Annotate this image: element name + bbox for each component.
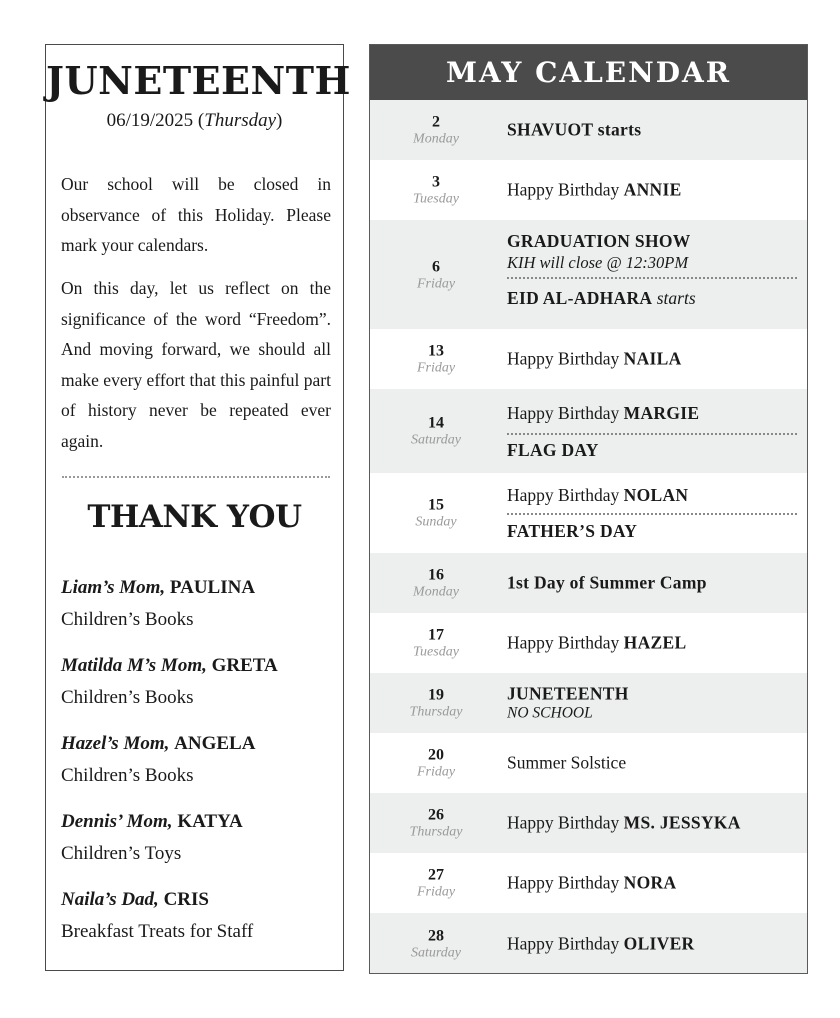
event-text	[507, 231, 691, 252]
calendar-panel	[369, 44, 808, 974]
date-number: 19	[428, 686, 444, 704]
juneteenth-panel	[45, 44, 351, 971]
event-bold: 1st Day of Summer Camp	[507, 572, 707, 593]
donor-item	[61, 653, 336, 712]
calendar-row	[370, 329, 807, 389]
calendar-row	[370, 473, 807, 553]
event-bold: SHAVUOT starts	[507, 119, 642, 140]
event-text	[507, 288, 696, 309]
event-bold: GRADUATION SHOW	[507, 231, 691, 251]
juneteenth-weekday: Thursday	[204, 110, 277, 131]
date-number: 17	[428, 626, 444, 644]
date-number: 2	[432, 113, 440, 131]
event-bold: HAZEL	[623, 632, 687, 653]
donor-name: ANGELA	[174, 733, 256, 754]
event-prefix: Happy Birthday	[507, 348, 624, 369]
event-bold: NORA	[623, 872, 677, 893]
event-bold: FATHER’S DAY	[507, 521, 638, 541]
weekday: Saturday	[410, 945, 462, 961]
event-divider	[507, 277, 797, 279]
weekday: Saturday	[410, 432, 462, 448]
date-number: 27	[428, 866, 444, 884]
event-bold: ANNIE	[623, 179, 682, 200]
calendar-title: MAY CALENDAR	[370, 45, 807, 100]
calendar-row	[370, 100, 807, 160]
date-number: 14	[428, 414, 444, 432]
closure-notice: Our school will be closed in observance of this Holiday. Please mark your calendars.	[61, 174, 331, 255]
event-prefix: Happy Birthday	[507, 933, 624, 954]
event-prefix: Happy Birthday	[507, 632, 624, 653]
weekday: Friday	[416, 764, 456, 780]
event-bold: EID AL-ADHARA	[507, 288, 653, 308]
calendar-row	[370, 733, 807, 793]
donor-relation: Hazel’s Mom,	[61, 733, 170, 754]
date-number: 13	[428, 342, 444, 360]
donor-item	[61, 731, 336, 790]
event-bold: NOLAN	[623, 485, 689, 505]
weekday: Friday	[416, 276, 456, 291]
calendar-row	[370, 220, 807, 329]
event-text	[507, 573, 797, 594]
weekday: Monday	[413, 584, 459, 600]
calendar-row	[370, 553, 807, 613]
event-bold: FLAG DAY	[507, 440, 599, 460]
weekday: Tuesday	[413, 644, 459, 660]
donor-relation: Naila’s Dad,	[61, 889, 159, 910]
weekday: Friday	[416, 884, 456, 900]
donor-relation: Matilda M’s Mom,	[61, 655, 207, 676]
event-text	[507, 440, 599, 461]
calendar-row	[370, 160, 807, 220]
event-text	[507, 485, 688, 506]
event-divider	[507, 513, 797, 515]
date-number: 16	[428, 566, 444, 584]
date-number: 28	[428, 927, 444, 945]
donor-relation: Liam’s Mom,	[61, 577, 166, 598]
donor-name: KATYA	[177, 811, 243, 832]
calendar-row	[370, 913, 807, 974]
donor-item	[61, 809, 336, 868]
weekday: Thursday	[409, 824, 463, 840]
event-text	[507, 521, 637, 542]
event-prefix: Happy Birthday	[507, 485, 624, 505]
event-divider	[507, 433, 797, 435]
event-text	[507, 813, 797, 834]
event-note: KIH will close @ 12:30PM	[507, 253, 689, 272]
event-bold: OLIVER	[623, 933, 695, 954]
event-bold: JUNETEENTH	[507, 683, 629, 704]
event-italic: starts	[652, 288, 696, 308]
donor-gift: Children’s Toys	[61, 843, 182, 864]
event-text	[507, 934, 797, 955]
calendar-row	[370, 613, 807, 673]
event-text	[507, 873, 797, 894]
reflection-paragraph: On this day, let us reflect on the significance of the word “Freedom”. And moving forward, we should all make every effort that this painful part of history never be repeated ever again.	[61, 278, 331, 451]
event-text	[507, 120, 797, 141]
donor-gift: Breakfast Treats for Staff	[61, 921, 254, 942]
donor-name: PAULINA	[169, 577, 256, 598]
calendar-row	[370, 793, 807, 853]
date-number: 3	[432, 173, 440, 191]
donor-gift: Children’s Books	[61, 765, 194, 786]
event-text: Summer Solstice	[507, 752, 627, 773]
juneteenth-date-value: 06/19/2025 (	[106, 110, 205, 131]
calendar-row	[370, 673, 807, 733]
donor-gift: Children’s Books	[61, 687, 194, 708]
date-number: 15	[428, 496, 444, 514]
weekday: Monday	[413, 131, 459, 147]
donor-item	[61, 575, 336, 634]
weekday: Sunday	[415, 514, 457, 530]
event-bold: MS. JESSYKA	[623, 812, 741, 833]
event-text	[507, 684, 797, 705]
calendar-row	[370, 389, 807, 473]
event-bold: MARGIE	[623, 403, 700, 423]
date-number: 6	[432, 258, 440, 275]
donor-gift: Children’s Books	[61, 609, 194, 630]
juneteenth-date-close: )	[276, 110, 283, 131]
weekday: Friday	[416, 360, 456, 376]
event-bold: NAILA	[623, 348, 682, 369]
event-text	[507, 180, 797, 201]
event-text	[507, 633, 797, 654]
event-prefix: Happy Birthday	[507, 812, 624, 833]
weekday: Tuesday	[413, 191, 459, 207]
event-text	[507, 403, 699, 424]
event-prefix: Happy Birthday	[507, 872, 624, 893]
event-note: NO SCHOOL	[507, 704, 593, 722]
juneteenth-date	[46, 109, 343, 133]
juneteenth-title: JUNETEENTH	[46, 58, 351, 103]
donor-relation: Dennis’ Mom,	[61, 811, 173, 832]
date-number: 26	[428, 806, 444, 824]
thank-you-title: THANK YOU	[87, 499, 302, 535]
donor-item	[61, 887, 336, 946]
weekday: Thursday	[409, 704, 463, 720]
event-prefix: Happy Birthday	[507, 403, 624, 423]
section-divider	[62, 476, 330, 478]
event-text	[507, 349, 797, 370]
date-number: 20	[428, 746, 444, 764]
donor-name: GRETA	[211, 655, 278, 676]
calendar-row	[370, 853, 807, 913]
donor-name: CRIS	[163, 889, 209, 910]
event-prefix: Happy Birthday	[507, 179, 624, 200]
